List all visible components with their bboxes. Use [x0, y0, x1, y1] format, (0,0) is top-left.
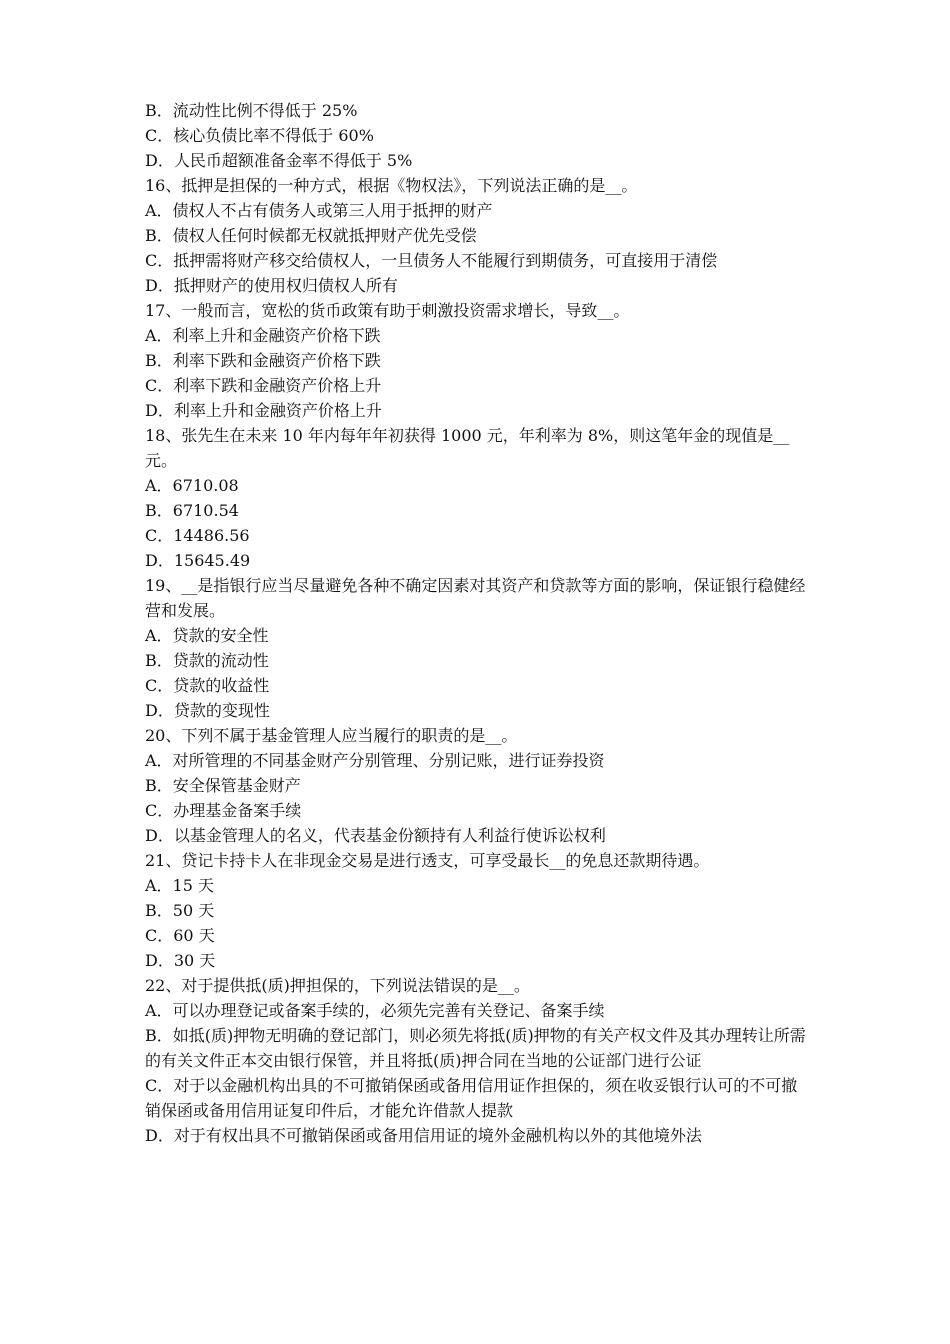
text-line: D．30 天: [145, 951, 216, 970]
question-22: 22、对于提供抵(质)押担保的，下列说法错误的是__。: [145, 976, 530, 995]
text-line: B．如抵(质)押物无明确的登记部门，则必须先将抵(质)押物的有关产权文件及其办理转让所需的有关文件正本交由银行保管，并且将抵(质)押合同在当地的公证部门进行公证: [145, 1026, 806, 1070]
text-line: D．15645.49: [145, 551, 251, 570]
text-line: B．50 天: [145, 901, 215, 920]
text-line: A．6710.08: [145, 476, 239, 495]
text-line: A．可以办理登记或备案手续的，必须先完善有关登记、备案手续: [145, 1001, 605, 1020]
text-line: C．60 天: [145, 926, 215, 945]
text-line: A．15 天: [145, 876, 215, 895]
text-line: B．贷款的流动性: [145, 651, 269, 670]
question-19: 19、__是指银行应当尽量避免各种不确定因素对其资产和贷款等方面的影响，保证银行稳健经营和发展。: [145, 576, 806, 620]
text-line: B．流动性比例不得低于 25%: [145, 101, 358, 120]
question-21: 21、贷记卡持卡人在非现金交易是进行透支，可享受最长__的免息还款期待遇。: [145, 851, 710, 870]
text-line: A．对所管理的不同基金财产分别管理、分别记账，进行证券投资: [145, 751, 605, 770]
text-line: D．人民币超额准备金率不得低于 5%: [145, 151, 413, 170]
text-line: D．贷款的变现性: [145, 701, 270, 720]
text-line: C．核心负债比率不得低于 60%: [145, 126, 374, 145]
text-line: C．对于以金融机构出具的不可撤销保函或备用信用证作担保的，须在收妥银行认可的不可撤销保函或备用信用证复印件后，才能允许借款人提款: [145, 1076, 798, 1120]
text-line: A．利率上升和金融资产价格下跌: [145, 326, 381, 345]
text-line: D．抵押财产的使用权归债权人所有: [145, 276, 398, 295]
text-line: A．贷款的安全性: [145, 626, 269, 645]
text-line: D．对于有权出具不可撤销保函或备用信用证的境外金融机构以外的其他境外法: [145, 1126, 702, 1145]
text-line: B．6710.54: [145, 501, 239, 520]
question-16: 16、抵押是担保的一种方式，根据《物权法》，下列说法正确的是__。: [145, 176, 638, 195]
text-line: D．以基金管理人的名义，代表基金份额持有人利益行使诉讼权利: [145, 826, 606, 845]
text-line: C．利率下跌和金融资产价格上升: [145, 376, 382, 395]
text-line: B．利率下跌和金融资产价格下跌: [145, 351, 381, 370]
question-17: 17、一般而言，宽松的货币政策有助于刺激投资需求增长，导致__。: [145, 301, 630, 320]
text-line: D．利率上升和金融资产价格上升: [145, 401, 382, 420]
text-line: B．债权人任何时候都无权就抵押财产优先受偿: [145, 226, 477, 245]
question-18: 18、张先生在未来 10 年内每年年初获得 1000 元，年利率为 8%，则这笔年金的现值是__元。: [145, 426, 790, 470]
text-line: C．贷款的收益性: [145, 676, 270, 695]
question-20: 20、下列不属于基金管理人应当履行的职责的是__。: [145, 726, 518, 745]
text-line: B．安全保管基金财产: [145, 776, 301, 795]
text-line: C．14486.56: [145, 526, 250, 545]
document-page: [145, 98, 813, 1148]
text-line: C．办理基金备案手续: [145, 801, 302, 820]
text-line: C．抵押需将财产移交给债权人，一旦债务人不能履行到期债务，可直接用于清偿: [145, 251, 718, 270]
text-line: A．债权人不占有债务人或第三人用于抵押的财产: [145, 201, 493, 220]
